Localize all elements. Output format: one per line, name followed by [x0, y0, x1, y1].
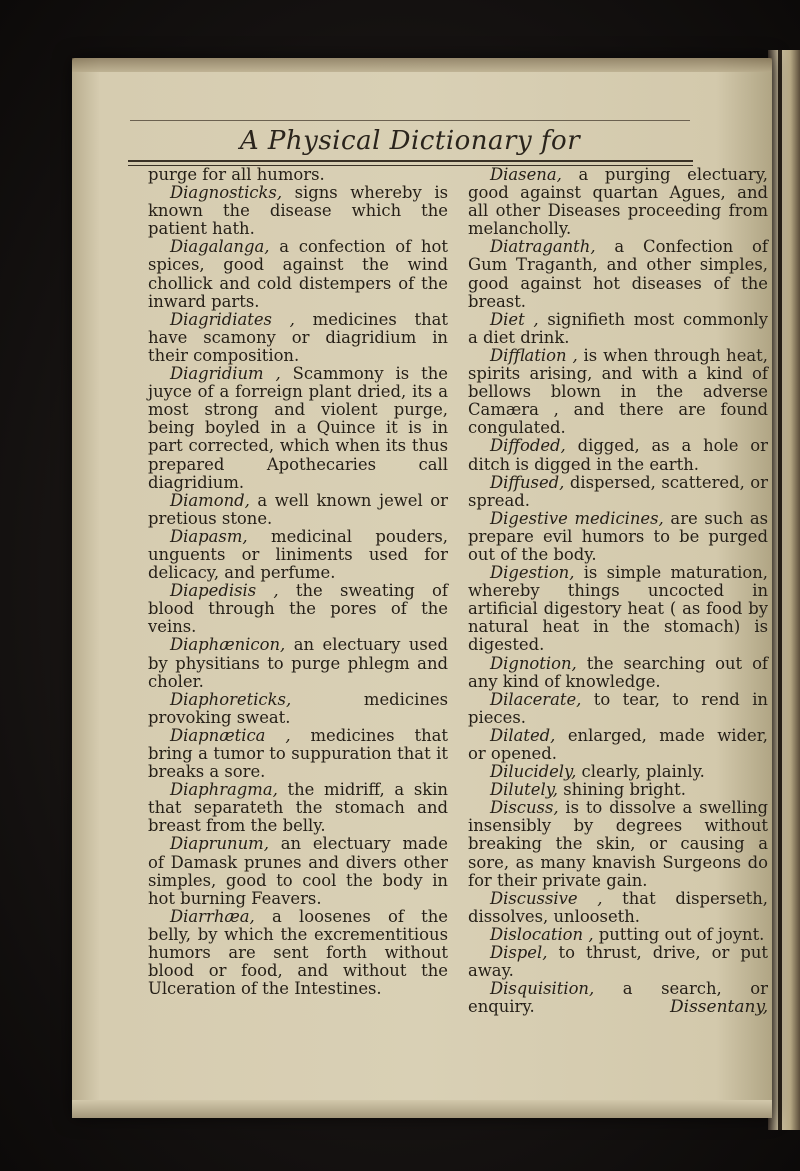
entry-definition: signs whereby is known the disease which the patient hath.: [148, 183, 448, 239]
entry-definition: medicinal pouders, unguents or liniments used for delicacy, and perfume.: [148, 526, 448, 583]
dictionary-entry: [148, 238, 448, 310]
entry-term: Diffoded,: [490, 436, 566, 456]
entry-term: Dilacerate,: [490, 689, 582, 709]
entry-term: Dilucidely,: [490, 762, 577, 782]
dictionary-entry: [468, 311, 768, 347]
left-column: [148, 166, 448, 998]
entry-term: Diaprunum,: [170, 834, 269, 854]
running-header: A Physical Dictionary for: [239, 126, 581, 156]
dictionary-entry: [468, 238, 768, 310]
entry-definition: to thrust, drive, or put away.: [468, 943, 768, 981]
dictionary-entry: [148, 166, 448, 184]
entry-term: Diamond,: [170, 490, 250, 510]
dictionary-entry: [148, 365, 448, 492]
entry-term: Digestion,: [490, 563, 575, 583]
dictionary-entry: [468, 944, 768, 980]
entry-definition: putting out of joynt.: [593, 924, 765, 944]
dictionary-entry: [468, 347, 768, 437]
entry-definition: that disperseth, dissolves, unlooseth.: [468, 888, 768, 926]
entry-definition: to tear, to rend in pieces.: [468, 689, 768, 727]
entry-definition: purge for all humors.: [148, 165, 325, 184]
entry-definition: the sweating of blood through the pores of the veins.: [148, 581, 448, 637]
dictionary-entry: [148, 781, 448, 835]
dictionary-entry: [468, 763, 768, 781]
entry-definition: digged, as a hole or ditch is digged in the earth.: [468, 436, 768, 474]
entry-term: Diarrhæa,: [170, 906, 255, 926]
entry-term: Diasena,: [490, 165, 562, 184]
entry-definition: medicines that have scamony or diagridium in their composition.: [148, 309, 448, 365]
entry-term: Diaphænicon,: [170, 635, 286, 655]
entry-term: Diagridiates ,: [170, 309, 295, 329]
entry-definition: Scammony is the juyce of a forreign plant dried, its a most strong and violent purge, being boyled in a Quince it is in part corrected, which when its thus prepared Apothecaries call diagridium.: [148, 364, 448, 492]
entry-definition: is simple maturation, whereby things uncocted in artificial digestory heat ( as food by natural heat in the stomach) is digested.: [468, 563, 768, 655]
entry-term: Diet ,: [490, 309, 539, 329]
entry-term: Digestive medicines,: [490, 508, 664, 528]
entry-term: Diapasm,: [170, 526, 248, 546]
entry-definition: a loosenes of the belly, by which the excrementitious humors are sent forth without blood or food, and without the Ulceration of the Intestines.: [148, 906, 448, 999]
dictionary-entry: [468, 691, 768, 727]
dictionary-entry: [148, 727, 448, 781]
entry-definition: a search, or enquiry.: [468, 979, 768, 1017]
entry-definition: shining bright.: [558, 780, 686, 800]
entry-term: Disquisition,: [490, 979, 595, 999]
dictionary-entry: [148, 184, 448, 238]
dictionary-entry: [468, 510, 768, 564]
entry-term: Diapedisis ,: [170, 581, 279, 601]
entry-definition: the searching out of any kind of knowledge.: [468, 653, 768, 691]
dictionary-entry: [468, 474, 768, 510]
entry-term: Diatraganth,: [490, 237, 596, 257]
dictionary-entry: [148, 691, 448, 727]
entry-term: Dispel,: [490, 943, 548, 963]
dictionary-entry: [468, 564, 768, 654]
entry-term: Dilutely,: [490, 780, 559, 800]
dictionary-entry: [468, 890, 768, 926]
dictionary-entry: [148, 636, 448, 690]
entry-term: Diapnætica ,: [170, 725, 291, 745]
entry-term: Dislocation ,: [490, 924, 594, 944]
dictionary-entry: [468, 727, 768, 763]
entry-definition: the midriff, a skin that separateth the stomach and breast from the belly.: [148, 780, 448, 836]
entry-term: Diffused,: [490, 472, 565, 492]
entry-definition: medicines provoking sweat.: [148, 689, 448, 727]
entry-definition: is to dissolve a swelling insensibly by degrees without breaking the skin, or causing a sore, as many knavish Surgeons do for their private gain.: [468, 798, 768, 890]
entry-definition: enlarged, made wider, or opened.: [468, 725, 768, 763]
dictionary-entry: [468, 799, 768, 889]
entry-definition: a purging electuary, good against quartan Agues, and all other Diseases proceeding from melancholly.: [468, 165, 768, 239]
entry-definition: medicines that bring a tumor to suppuration that it breaks a sore.: [148, 725, 448, 782]
dictionary-entry: [148, 908, 448, 998]
dictionary-entry: [148, 582, 448, 636]
dictionary-entry: [148, 835, 448, 907]
dictionary-entry: [148, 311, 448, 365]
right-column: [468, 166, 768, 1016]
entry-definition: a confection of hot spices, good against the wind chollick and cold distempers of the inward parts.: [148, 237, 448, 311]
entry-definition: signifieth most commonly a diet drink.: [468, 309, 769, 347]
entry-definition: a well known jewel or pretious stone.: [148, 490, 448, 528]
entry-definition: is when through heat, spirits arising, and with a kind of bellows blown in the adverse Camæra , and there are found congulated.: [468, 345, 768, 438]
entry-definition: clearly, plainly.: [576, 762, 705, 782]
adjacent-page-edge: [768, 50, 800, 1130]
dictionary-entry: [468, 781, 768, 799]
dictionary-entry: [468, 926, 768, 944]
entry-definition: an electuary made of Damask prunes and divers other simples, good to cool the body in hot burning Feavers.: [148, 834, 448, 908]
entry-term: Discussive ,: [490, 888, 603, 908]
entry-term: Diagridium ,: [170, 364, 281, 384]
catchword: Dissentany,: [670, 997, 769, 1017]
entry-definition: dispersed, scattered, or spread.: [468, 472, 768, 510]
dictionary-entry: [148, 492, 448, 528]
entry-term: Difflation ,: [490, 345, 578, 365]
entry-term: Diaphoreticks,: [170, 689, 292, 709]
entry-term: Diagalanga,: [170, 237, 270, 257]
entry-term: Diagnosticks,: [170, 183, 283, 203]
entry-term: Diaphragma,: [170, 780, 278, 800]
dictionary-entry: [468, 166, 768, 238]
entry-term: Discuss,: [490, 798, 559, 818]
dictionary-entry: [468, 437, 768, 473]
entry-definition: a Confection of Gum Traganth, and other simples, good against hot diseases of the breast.: [468, 237, 768, 311]
entry-definition: an electuary used by physitians to purge phlegm and choler.: [148, 635, 448, 691]
dictionary-entry: [468, 655, 768, 691]
top-rule: [130, 120, 690, 121]
dictionary-entry: [148, 528, 448, 582]
entry-term: Dignotion,: [490, 653, 577, 673]
entry-definition: are such as prepare evil humors to be purged out of the body.: [468, 508, 769, 564]
entry-term: Dilated,: [490, 725, 556, 745]
